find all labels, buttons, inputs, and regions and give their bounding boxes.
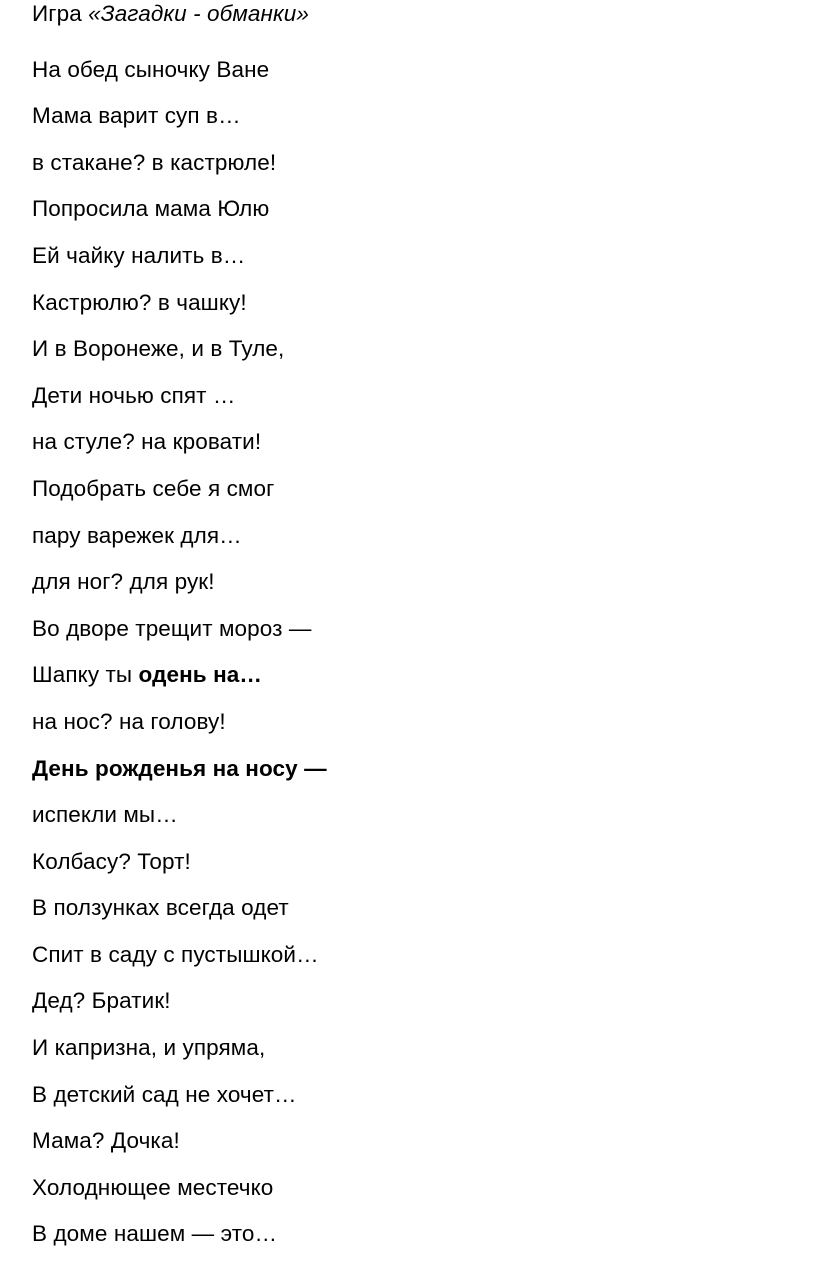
hat-line-prefix: Шапку ты xyxy=(32,662,139,688)
poem-line: В детский сад не хочет… xyxy=(32,1081,297,1107)
poem-line: Попросила мама Юлю xyxy=(32,196,270,222)
poem-line: В ползунках всегда одет xyxy=(32,895,289,921)
title-prefix: Игра xyxy=(32,1,89,26)
poem-line: Холоднющее местечко xyxy=(32,1174,274,1200)
poem-line: Спит в саду с пустышкой… xyxy=(32,941,319,967)
poem-line-hat xyxy=(32,652,792,699)
hat-line-bold: одень на… xyxy=(138,662,262,688)
document-page xyxy=(32,0,792,1258)
poem-line: Ей чайку налить в… xyxy=(32,242,246,268)
poem-line: испекли мы… xyxy=(32,802,178,828)
poem-line: Подобрать себе я смог xyxy=(32,475,275,501)
poem-line: Во дворе трещит мороз — xyxy=(32,615,312,641)
poem-line: В доме нашем — это… xyxy=(32,1221,278,1247)
poem-line: на нос? на голову! xyxy=(32,708,226,734)
poem-line: И капризна, и упряма, xyxy=(32,1035,266,1061)
poem-line: Дети ночью спят … xyxy=(32,382,236,408)
poem-line: Мама? Дочка! xyxy=(32,1128,180,1154)
poem-line: Дед? Братик! xyxy=(32,988,171,1014)
poem-line: Мама варит суп в… xyxy=(32,103,241,129)
poem-line: Колбасу? Торт! xyxy=(32,848,191,874)
poem-line: на стуле? на кровати! xyxy=(32,429,262,455)
poem-line: Кастрюлю? в чашку! xyxy=(32,289,247,315)
poem-line: для ног? для рук! xyxy=(32,569,215,595)
poem-line: На обед сыночку Ване xyxy=(32,56,270,82)
title-italic: «Загадки - обманки» xyxy=(88,1,309,26)
poem-line: пару варежек для… xyxy=(32,522,242,548)
poem-line: И в Воронеже, и в Туле, xyxy=(32,336,285,362)
document-title xyxy=(32,0,792,28)
poem-line: в стакане? в кастрюле! xyxy=(32,149,277,175)
poem-line-birthday: День рожденья на носу — xyxy=(32,755,327,781)
